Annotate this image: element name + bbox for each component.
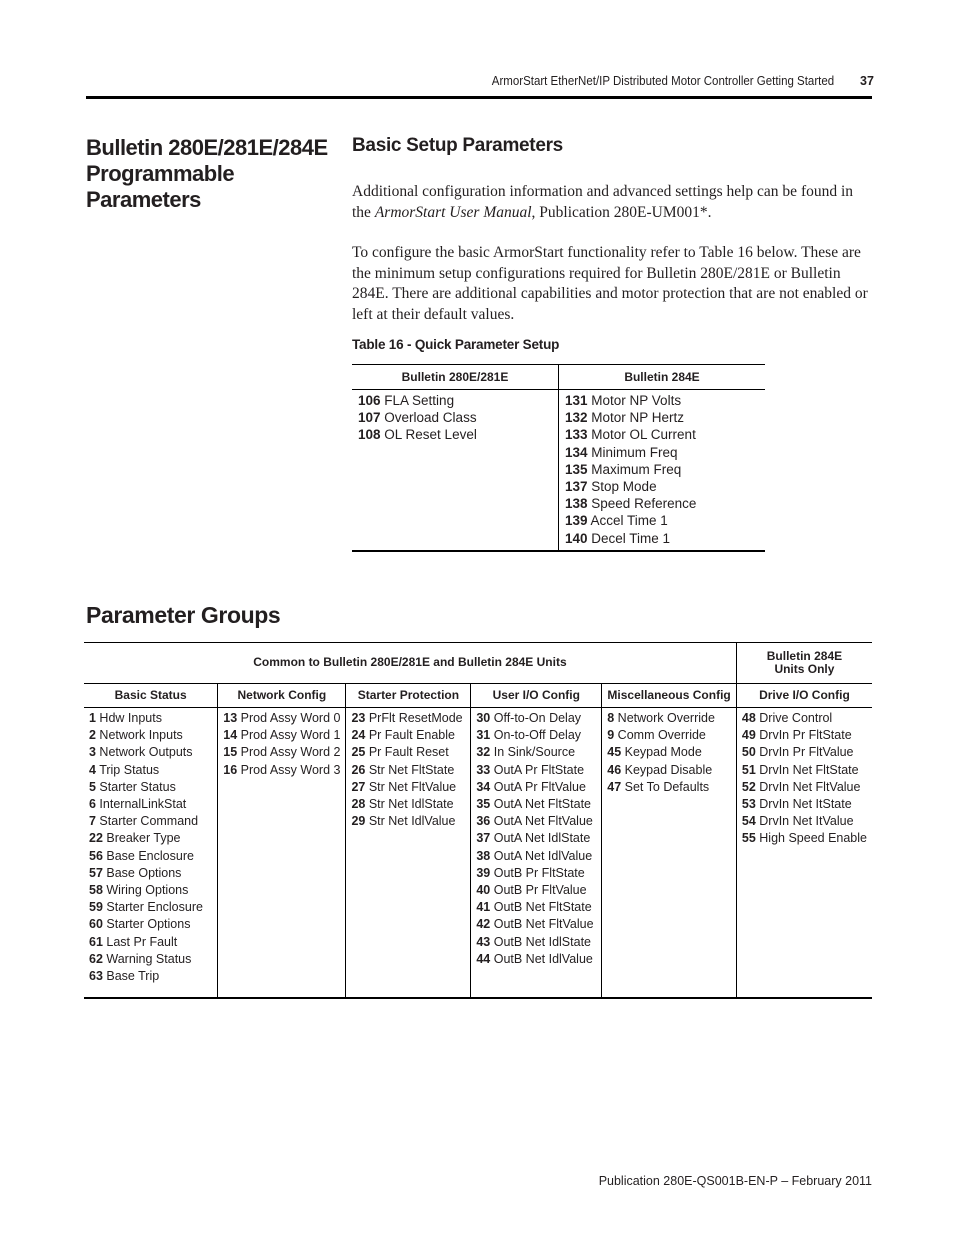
parameter-name: FLA Setting bbox=[380, 393, 455, 408]
paragraph-text: Additional configuration information and advanced settings help can be found in the bbox=[352, 183, 854, 221]
parameter-item bbox=[351, 796, 465, 813]
parameter-name: Hdw Inputs bbox=[95, 711, 162, 725]
parameter-number: 3 bbox=[89, 745, 96, 760]
parameter-item bbox=[89, 882, 212, 899]
parameter-name: DrvIn Net ItState bbox=[755, 797, 852, 812]
parameter-item bbox=[89, 830, 212, 847]
parameter-item bbox=[565, 512, 759, 529]
parameter-item bbox=[89, 762, 212, 779]
parameter-number: 14 bbox=[223, 728, 238, 743]
parameter-name: OutA Pr FltState bbox=[490, 762, 585, 777]
parameter-number: 15 bbox=[223, 745, 238, 760]
parameter-name: Comm Override bbox=[614, 728, 706, 743]
parameter-item bbox=[565, 392, 759, 409]
parameter-number: 38 bbox=[476, 848, 491, 863]
parameter-number: 29 bbox=[351, 814, 366, 829]
table-cell bbox=[346, 708, 471, 999]
parameter-groups-title: Parameter Groups bbox=[86, 602, 281, 628]
parameter-name: DrvIn Net FltState bbox=[755, 762, 859, 777]
parameter-item bbox=[89, 710, 212, 727]
table-cell bbox=[602, 708, 737, 999]
parameter-item bbox=[476, 710, 596, 727]
parameter-number: 61 bbox=[89, 934, 103, 949]
parameter-name: On-to-Off Delay bbox=[490, 728, 582, 743]
parameter-number: 54 bbox=[741, 814, 756, 829]
parameter-name: DrvIn Pr FltValue bbox=[755, 745, 854, 760]
parameter-number: 34 bbox=[476, 779, 491, 794]
parameter-number: 33 bbox=[476, 762, 491, 777]
parameter-name: Motor OL Current bbox=[587, 427, 696, 443]
parameter-number: 49 bbox=[741, 728, 756, 743]
parameter-item bbox=[476, 796, 596, 813]
parameter-name: Trip Status bbox=[95, 762, 160, 777]
parameter-name: OutA Net IdlState bbox=[490, 831, 591, 846]
parameter-name: Pr Fault Reset bbox=[365, 745, 449, 760]
parameter-item bbox=[223, 744, 340, 761]
parameter-number: 13 bbox=[223, 711, 238, 725]
parameter-number: 44 bbox=[476, 951, 491, 966]
parameter-name: Warning Status bbox=[102, 951, 192, 966]
parameter-name: Starter Options bbox=[102, 917, 191, 932]
parameter-number: 140 bbox=[565, 530, 588, 546]
common-units-header: Common to Bulletin 280E/281E and Bulletin 284E Units bbox=[84, 643, 736, 684]
parameter-number: 107 bbox=[358, 410, 381, 426]
parameter-item bbox=[358, 392, 552, 409]
parameter-item bbox=[476, 830, 596, 847]
parameter-name: Prod Assy Word 0 bbox=[237, 711, 341, 725]
parameter-number: 28 bbox=[351, 797, 366, 812]
parameter-name: Starter Status bbox=[95, 779, 176, 794]
parameter-item bbox=[476, 882, 596, 899]
parameter-name: Prod Assy Word 2 bbox=[237, 745, 341, 760]
parameter-name: In Sink/Source bbox=[490, 745, 576, 760]
parameter-name: OutA Net IdlValue bbox=[490, 848, 593, 863]
parameter-number: 47 bbox=[607, 779, 622, 794]
table-cell bbox=[471, 708, 602, 999]
parameter-name: DrvIn Pr FltState bbox=[755, 728, 852, 743]
parameter-number: 46 bbox=[607, 762, 622, 777]
parameter-number: 35 bbox=[476, 797, 491, 812]
parameter-name: Prod Assy Word 1 bbox=[237, 728, 341, 743]
parameter-item bbox=[607, 727, 731, 744]
parameter-item bbox=[89, 813, 212, 830]
parameter-name: Str Net FltValue bbox=[365, 779, 457, 794]
parameter-number: 41 bbox=[476, 900, 491, 915]
parameter-number: 58 bbox=[89, 883, 103, 898]
column-header: User I/O Config bbox=[471, 684, 602, 708]
parameter-number: 9 bbox=[607, 728, 615, 743]
parameter-item bbox=[476, 744, 596, 761]
parameter-number: 23 bbox=[351, 711, 366, 725]
column-header: Starter Protection bbox=[346, 684, 471, 708]
parameter-number: 57 bbox=[89, 865, 103, 880]
parameter-name: Drive Control bbox=[755, 711, 833, 725]
parameter-item bbox=[351, 710, 465, 727]
parameter-item bbox=[89, 727, 212, 744]
parameter-item bbox=[742, 830, 867, 847]
parameter-number: 63 bbox=[89, 969, 103, 984]
parameter-item bbox=[565, 530, 759, 547]
parameter-number: 59 bbox=[89, 900, 103, 915]
parameter-item bbox=[351, 779, 465, 796]
parameter-name: Motor NP Volts bbox=[587, 393, 682, 408]
parameter-name: Minimum Freq bbox=[587, 444, 678, 460]
parameter-item bbox=[358, 409, 552, 426]
parameter-name: Stop Mode bbox=[587, 479, 657, 495]
parameter-item bbox=[476, 951, 596, 968]
parameter-name: Str Net IdlState bbox=[365, 797, 454, 812]
parameter-name: Starter Enclosure bbox=[102, 900, 203, 915]
parameter-item bbox=[89, 899, 212, 916]
parameter-item bbox=[742, 762, 867, 779]
parameter-name: Network Override bbox=[614, 711, 715, 725]
parameter-item bbox=[89, 865, 212, 882]
parameter-name: Decel Time 1 bbox=[587, 530, 671, 546]
parameter-item bbox=[89, 848, 212, 865]
parameter-name: Keypad Mode bbox=[621, 745, 702, 760]
parameter-name: Base Trip bbox=[102, 969, 160, 984]
parameter-item bbox=[89, 779, 212, 796]
parameter-number: 37 bbox=[476, 831, 491, 846]
parameter-item bbox=[476, 934, 596, 951]
column-header: Network Config bbox=[218, 684, 346, 708]
parameter-number: 137 bbox=[565, 479, 588, 495]
parameter-item bbox=[476, 727, 596, 744]
parameter-name: Accel Time 1 bbox=[587, 513, 668, 529]
table-cell bbox=[352, 390, 559, 552]
parameter-item bbox=[565, 409, 759, 426]
parameter-number: 6 bbox=[89, 797, 96, 812]
parameter-number: 50 bbox=[741, 745, 756, 760]
parameter-item bbox=[607, 779, 731, 796]
parameter-groups-table bbox=[84, 642, 872, 999]
header-line: Bulletin 284E bbox=[766, 648, 843, 663]
parameter-number: 51 bbox=[741, 762, 756, 777]
parameter-name: Prod Assy Word 3 bbox=[237, 762, 341, 777]
parameter-name: Motor NP Hertz bbox=[587, 410, 685, 426]
parameter-number: 134 bbox=[565, 444, 588, 460]
parameter-number: 27 bbox=[351, 779, 366, 794]
parameter-number: 7 bbox=[89, 814, 96, 829]
parameter-name: InternalLinkStat bbox=[95, 797, 187, 812]
parameter-item bbox=[476, 813, 596, 830]
parameter-item bbox=[351, 744, 465, 761]
parameter-number: 36 bbox=[476, 814, 491, 829]
parameter-number: 108 bbox=[358, 427, 381, 443]
parameter-item bbox=[351, 727, 465, 744]
parameter-item bbox=[223, 727, 340, 744]
parameter-name: PrFlt ResetMode bbox=[365, 711, 463, 725]
parameter-item bbox=[607, 710, 731, 727]
parameter-item bbox=[565, 478, 759, 495]
parameter-item bbox=[607, 744, 731, 761]
parameter-name: Str Net IdlValue bbox=[365, 814, 456, 829]
parameter-item bbox=[223, 762, 340, 779]
table-caption: Table 16 - Quick Parameter Setup bbox=[352, 337, 560, 352]
parameter-number: 25 bbox=[351, 745, 366, 760]
parameter-name: DrvIn Net FltValue bbox=[755, 779, 861, 794]
parameter-name: Base Enclosure bbox=[102, 848, 194, 863]
parameter-name: OutB Net FltState bbox=[490, 900, 592, 915]
parameter-number: 1 bbox=[89, 711, 96, 725]
parameter-number: 39 bbox=[476, 865, 491, 880]
parameter-number: 106 bbox=[358, 393, 381, 408]
parameter-number: 56 bbox=[89, 848, 103, 863]
running-header: ArmorStart EtherNet/IP Distributed Motor Controller Getting Started bbox=[491, 74, 834, 88]
table-header: Bulletin 284E bbox=[559, 365, 766, 390]
parameter-number: 31 bbox=[476, 728, 491, 743]
subsection-title: Basic Setup Parameters bbox=[352, 135, 563, 156]
parameter-number: 42 bbox=[476, 917, 491, 932]
parameter-name: Last Pr Fault bbox=[102, 934, 178, 949]
parameter-item bbox=[89, 916, 212, 933]
section-title: Bulletin 280E/281E/284E Programmable Parameters bbox=[86, 135, 328, 212]
publication-footer: Publication 280E-QS001B-EN-P – February 2011 bbox=[598, 1174, 872, 1188]
parameter-item bbox=[223, 710, 340, 727]
parameter-item bbox=[742, 796, 867, 813]
units-only-header bbox=[736, 643, 872, 684]
parameter-item bbox=[476, 779, 596, 796]
parameter-name: Str Net FltState bbox=[365, 762, 455, 777]
parameter-item bbox=[89, 968, 212, 985]
parameter-item bbox=[351, 762, 465, 779]
parameter-item bbox=[351, 813, 465, 830]
parameter-number: 30 bbox=[476, 711, 491, 725]
parameter-number: 55 bbox=[741, 831, 756, 846]
parameter-name: OutB Pr FltState bbox=[490, 865, 585, 880]
parameter-number: 45 bbox=[607, 745, 622, 760]
parameter-name: OutB Net FltValue bbox=[490, 917, 594, 932]
parameter-name: Network Inputs bbox=[95, 728, 183, 743]
parameter-item bbox=[742, 779, 867, 796]
header-rule bbox=[86, 96, 872, 99]
column-header: Drive I/O Config bbox=[736, 684, 872, 708]
parameter-item bbox=[89, 744, 212, 761]
intro-paragraph bbox=[352, 182, 874, 223]
parameter-number: 32 bbox=[476, 745, 491, 760]
parameter-number: 43 bbox=[476, 934, 491, 949]
parameter-name: OutB Net IdlValue bbox=[490, 951, 593, 966]
parameter-name: Off-to-On Delay bbox=[490, 711, 582, 725]
parameter-number: 53 bbox=[741, 797, 756, 812]
parameter-item bbox=[607, 762, 731, 779]
parameter-name: Network Outputs bbox=[95, 745, 193, 760]
quick-parameter-table bbox=[352, 364, 765, 552]
parameter-number: 16 bbox=[223, 762, 238, 777]
parameter-name: OutB Net IdlState bbox=[490, 934, 591, 949]
parameter-name: Wiring Options bbox=[102, 883, 189, 898]
parameter-name: Speed Reference bbox=[587, 496, 697, 512]
parameter-number: 22 bbox=[89, 831, 103, 846]
parameter-name: Breaker Type bbox=[102, 831, 181, 846]
parameter-name: OutA Net FltValue bbox=[490, 814, 593, 829]
parameter-number: 62 bbox=[89, 951, 103, 966]
parameter-name: OutB Pr FltValue bbox=[490, 883, 587, 898]
parameter-item bbox=[476, 848, 596, 865]
parameter-number: 132 bbox=[565, 410, 588, 426]
parameter-name: Base Options bbox=[102, 865, 182, 880]
parameter-name: Set To Defaults bbox=[621, 779, 710, 794]
parameter-number: 24 bbox=[351, 728, 366, 743]
parameter-number: 5 bbox=[89, 779, 96, 794]
table-header: Bulletin 280E/281E bbox=[352, 365, 559, 390]
table-cell bbox=[736, 708, 872, 999]
parameter-item bbox=[476, 762, 596, 779]
header-line: Units Only bbox=[774, 662, 835, 676]
parameter-number: 138 bbox=[565, 496, 588, 512]
column-header: Basic Status bbox=[84, 684, 218, 708]
parameter-item bbox=[742, 710, 867, 727]
parameter-number: 60 bbox=[89, 917, 103, 932]
parameter-item bbox=[565, 444, 759, 461]
parameter-item bbox=[742, 744, 867, 761]
table-cell bbox=[218, 708, 346, 999]
parameter-name: DrvIn Net ItValue bbox=[755, 814, 854, 829]
parameter-number: 4 bbox=[89, 762, 96, 777]
parameter-name: Starter Command bbox=[95, 814, 199, 829]
parameter-name: Overload Class bbox=[380, 410, 477, 426]
parameter-item bbox=[565, 461, 759, 478]
parameter-number: 2 bbox=[89, 728, 96, 743]
parameter-item bbox=[476, 899, 596, 916]
parameter-item bbox=[89, 951, 212, 968]
parameter-number: 48 bbox=[741, 711, 756, 725]
parameter-item bbox=[742, 727, 867, 744]
parameter-number: 26 bbox=[351, 762, 366, 777]
parameter-number: 135 bbox=[565, 461, 588, 477]
paragraph-text: , Publication 280E-UM001*. bbox=[531, 203, 712, 221]
parameter-item bbox=[476, 916, 596, 933]
parameter-item bbox=[358, 426, 552, 443]
column-header: Miscellaneous Config bbox=[602, 684, 737, 708]
parameter-item bbox=[89, 934, 212, 951]
parameter-number: 8 bbox=[607, 711, 615, 725]
parameter-item bbox=[565, 426, 759, 443]
parameter-number: 131 bbox=[565, 393, 588, 408]
parameter-number: 133 bbox=[565, 427, 588, 443]
setup-paragraph: To configure the basic ArmorStart functionality refer to Table 16 below. These are the minimum setup configurations required for Bulletin 280E/281E or Bulletin 284E. There are additional capabilities and motor protection that are not enabled or left at their default values. bbox=[352, 244, 868, 323]
parameter-item bbox=[89, 796, 212, 813]
parameter-name: Keypad Disable bbox=[621, 762, 713, 777]
parameter-item bbox=[742, 813, 867, 830]
parameter-name: OutA Net FltState bbox=[490, 797, 591, 812]
parameter-number: 52 bbox=[741, 779, 756, 794]
manual-title: ArmorStart User Manual bbox=[374, 203, 532, 221]
parameter-name: High Speed Enable bbox=[755, 831, 867, 846]
parameter-name: Maximum Freq bbox=[587, 461, 682, 477]
parameter-item bbox=[565, 495, 759, 512]
parameter-name: Pr Fault Enable bbox=[365, 728, 455, 743]
table-cell bbox=[559, 390, 766, 552]
parameter-name: OutA Pr FltValue bbox=[490, 779, 586, 794]
parameter-item bbox=[476, 865, 596, 882]
parameter-number: 139 bbox=[565, 513, 588, 529]
page-number: 37 bbox=[860, 74, 874, 88]
parameter-name: OL Reset Level bbox=[380, 427, 477, 443]
table-cell bbox=[84, 708, 218, 999]
parameter-number: 40 bbox=[476, 883, 491, 898]
